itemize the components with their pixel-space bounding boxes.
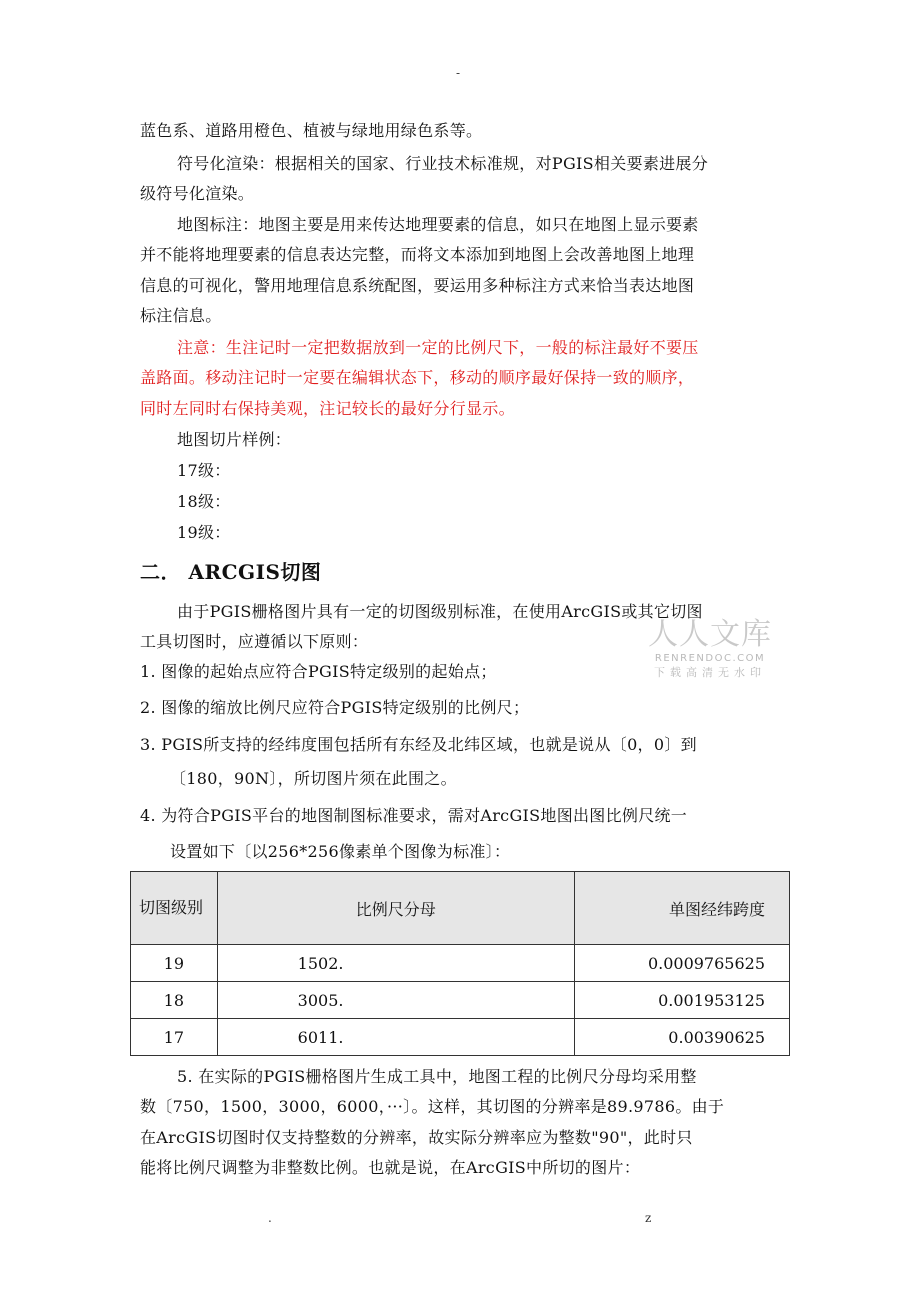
note-line-1: 注意：生注记时一定把数据放到一定的比例尺下，一般的标注最好不要压 bbox=[177, 338, 699, 357]
watermark-title: 人人文库 bbox=[648, 617, 772, 652]
note-line-3: 同时左同时右保持美观，注记较长的最好分行显示。 bbox=[140, 399, 515, 418]
cell-span: 0.0009765625 bbox=[574, 945, 789, 982]
cell-level: 18 bbox=[131, 982, 218, 1019]
level-19-label: 19级： bbox=[177, 523, 231, 542]
labeling-line-1: 地图标注：地图主要是用来传达地理要素的信息，如只在地图上显示要素 bbox=[177, 215, 699, 234]
scale-table bbox=[130, 871, 790, 1056]
labeling-line-4: 标注信息。 bbox=[140, 306, 222, 325]
intro-line-1: 由于PGIS栅格图片具有一定的切图级别标准，在使用ArcGIS或其它切图 bbox=[177, 602, 703, 621]
list-item-3-line-1: 3. PGIS所支持的经纬度围包括所有东经及北纬区域，也就是说从〔0，0〕到 bbox=[140, 735, 697, 754]
watermark-slogan: 下载高清无水印 bbox=[654, 666, 766, 679]
header-mark: - bbox=[456, 66, 461, 80]
list-item-2: 2. 图像的缩放比例尺应符合PGIS特定级别的比例尺； bbox=[140, 698, 530, 717]
paragraph-color-cont: 蓝色系、道路用橙色、植被与绿地用绿色系等。 bbox=[140, 121, 483, 140]
section-heading: 二． ARCGIS切图 bbox=[140, 560, 322, 584]
symbolization-line-2: 级符号化渲染。 bbox=[140, 184, 255, 203]
intro-line-2: 工具切图时，应遵循以下原则： bbox=[140, 632, 369, 651]
tile-sample-title: 地图切片样例： bbox=[177, 430, 292, 449]
cell-level: 17 bbox=[131, 1019, 218, 1056]
cell-scale: 1502. bbox=[217, 945, 574, 982]
list-item-4-line-1: 4. 为符合PGIS平台的地图制图标准要求，需对ArcGIS地图出图比例尺统一 bbox=[140, 806, 688, 825]
list-item-1: 1. 图像的起始点应符合PGIS特定级别的起始点； bbox=[140, 662, 497, 681]
level-18-label: 18级： bbox=[177, 492, 231, 511]
paragraph-5-line-3: 在ArcGIS切图时仅支持整数的分辨率，故实际分辨率应为整数"90"，此时只 bbox=[140, 1128, 693, 1147]
footer-mark-right: z bbox=[645, 1211, 652, 1225]
table-row bbox=[131, 945, 790, 982]
cell-level: 19 bbox=[131, 945, 218, 982]
paragraph-5-line-1: 5. 在实际的PGIS栅格图片生成工具中，地图工程的比例尺分母均采用整 bbox=[177, 1067, 697, 1086]
paragraph-5-line-2: 数〔750，1500，3000，6000，···〕。这样，其切图的分辨率是89.9786。由于 bbox=[140, 1097, 725, 1116]
note-line-2: 盖路面。移动注记时一定要在编辑状态下，移动的顺序最好保持一致的顺序， bbox=[140, 368, 695, 387]
footer-mark-left: . bbox=[268, 1211, 272, 1225]
labeling-line-2: 并不能将地理要素的信息表达完整，而将文本添加到地图上会改善地图上地理 bbox=[140, 245, 695, 264]
table-row bbox=[131, 1019, 790, 1056]
header-scale-denominator: 比例尺分母 bbox=[217, 872, 574, 945]
cell-span: 0.00390625 bbox=[574, 1019, 789, 1056]
list-item-3-line-2: 〔180，90N〕，所切图片须在此围之。 bbox=[170, 769, 457, 788]
paragraph-5-line-4: 能将比例尺调整为非整数比例。也就是说，在ArcGIS中所切的图片： bbox=[140, 1158, 641, 1177]
symbolization-line-1: 符号化渲染：根据相关的国家、行业技术标准规，对PGIS相关要素进展分 bbox=[177, 154, 709, 173]
list-item-4-line-2: 设置如下〔以256*256像素单个图像为标准〕： bbox=[170, 842, 511, 861]
labeling-line-3: 信息的可视化，警用地理信息系统配图，要运用多种标注方式来恰当表达地图 bbox=[140, 276, 695, 295]
table-row bbox=[131, 982, 790, 1019]
cell-span: 0.001953125 bbox=[574, 982, 789, 1019]
level-17-label: 17级： bbox=[177, 461, 231, 480]
table-header-row bbox=[131, 872, 790, 945]
header-level: 切图级别 bbox=[131, 872, 218, 945]
cell-scale: 6011. bbox=[217, 1019, 574, 1056]
watermark-url: RENRENDOC.COM bbox=[654, 653, 766, 664]
cell-scale: 3005. bbox=[217, 982, 574, 1019]
header-lonlat-span: 单图经纬跨度 bbox=[574, 872, 789, 945]
watermark bbox=[645, 618, 775, 680]
